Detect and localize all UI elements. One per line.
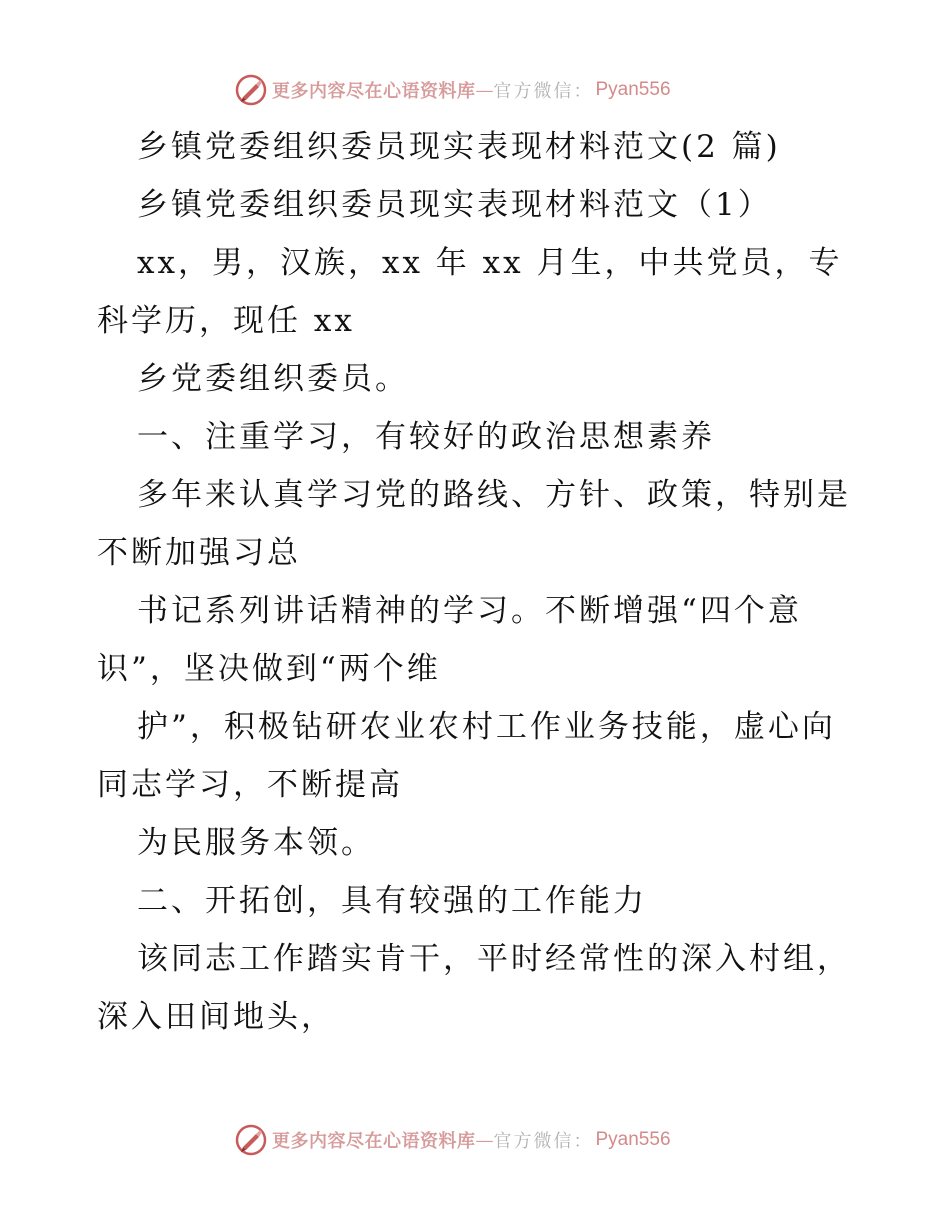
pen-logo-icon xyxy=(234,73,268,107)
banner-official-text: 官方微信： xyxy=(493,1131,594,1152)
paragraph-line: 该同志工作踏实肯干，平时经常性的深入村组， xyxy=(137,941,851,977)
paragraph-line: 多年来认真学习党的路线、方针、政策，特别是 xyxy=(137,477,851,513)
paragraph-line: 为民服务本领。 xyxy=(137,825,375,861)
paragraph-line: 护”，积极钻研农业农村工作业务技能，虚心向 xyxy=(137,709,836,745)
document-title: 乡镇党委组织委员现实表现材料范文(2 篇) xyxy=(137,129,781,165)
heading-line: 一、注重学习，有较好的政治思想素养 xyxy=(137,419,715,455)
section-title: 乡镇党委组织委员现实表现材料范文（1） xyxy=(137,187,772,223)
banner-wechat-id: Pyan556 xyxy=(595,1129,671,1150)
paragraph-line: 科学历，现任 xx xyxy=(97,303,355,339)
document-body xyxy=(97,118,857,1046)
paragraph-line: 深入田间地头， xyxy=(97,999,335,1035)
pen-logo-icon xyxy=(234,1123,268,1157)
banner-dash: — xyxy=(475,1129,494,1151)
paragraph-line: 识”，坚决做到“两个维 xyxy=(97,651,441,687)
paragraph-line: 同志学习，不断提高 xyxy=(97,767,403,803)
header-banner xyxy=(234,73,671,107)
banner-main-text: 更多内容尽在心语资料库 xyxy=(272,81,476,102)
banner-wechat-id: Pyan556 xyxy=(595,79,671,100)
banner-main-text: 更多内容尽在心语资料库 xyxy=(272,1131,476,1152)
paragraph-line: 书记系列讲话精神的学习。不断增强“四个意 xyxy=(137,593,802,629)
banner-official-text: 官方微信： xyxy=(493,81,594,102)
paragraph-line: xx，男，汉族，xx 年 xx 月生，中共党员，专 xyxy=(137,245,843,281)
paragraph-line: 不断加强习总 xyxy=(97,535,301,571)
paragraph-line: 乡党委组织委员。 xyxy=(137,361,409,397)
heading-line: 二、开拓创，具有较强的工作能力 xyxy=(137,883,647,919)
footer-banner xyxy=(234,1123,671,1157)
banner-dash: — xyxy=(475,79,494,101)
